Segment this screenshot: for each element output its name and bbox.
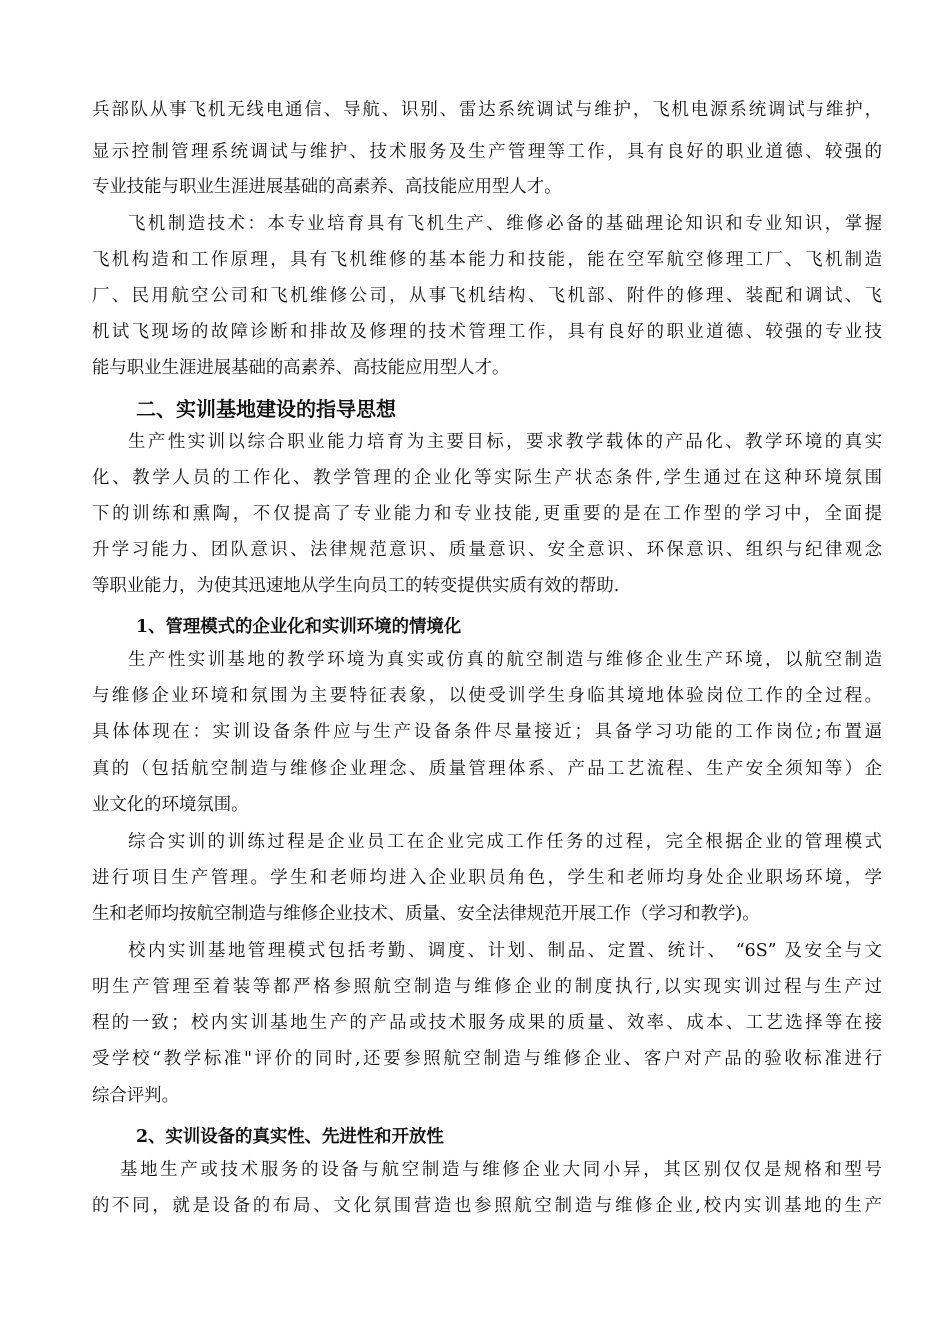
paragraph-line: 明生产管理至着装等都严格参照航空制造与维修企业的制度执行,以实现实训过程与生产过 bbox=[92, 977, 882, 997]
subsection-heading: 1、管理模式的企业化和实训环境的情境化 bbox=[136, 617, 462, 637]
subsection-heading: 2、实训设备的真实性、先进性和开放性 bbox=[136, 1127, 444, 1147]
paragraph-line: 显示控制管理系统调试与维护、技术服务及生产管理等工作，具有良好的职业道德、较强的 bbox=[92, 142, 882, 162]
paragraph-line: 下的训练和熏陶，不仅提高了专业能力和专业技能,更重要的是在工作型的学习中，全面提 bbox=[92, 504, 882, 524]
paragraph-line: 与维修企业环境和氛围为主要特征表象，以使受训学生身临其境地体验岗位工作的全过程。 bbox=[92, 686, 882, 706]
paragraph-line: 兵部队从事飞机无线电通信、导航、识别、雷达系统调试与维护，飞机电源系统调试与维护， bbox=[92, 100, 882, 120]
paragraph-line: 化、教学人员的工作化、教学管理的企业化等实际生产状态条件,学生通过在这种环境氛围 bbox=[92, 468, 882, 488]
paragraph-line: 受学校“教学标准"评价的同时,还要参照航空制造与维修企业、客户对产品的验收标准进行 bbox=[92, 1049, 882, 1069]
paragraph-line: 真的（包括航空制造与维修企业理念、质量管理体系、产品工艺流程、生产安全须知等）企 bbox=[92, 759, 882, 779]
paragraph-line: 校内实训基地管理模式包括考勤、调度、计划、制品、定置、统计、 “6S” 及安全与文 bbox=[128, 941, 882, 961]
paragraph-line: 专业技能与职业生涯进展基础的高素养、高技能应用型人才。 bbox=[92, 177, 562, 197]
paragraph-line: 程的一致；校内实训基地生产的产品或技术服务成果的质量、效率、成本、工艺选择等在接 bbox=[92, 1013, 882, 1033]
paragraph-line: 生和老师均按航空制造与维修企业技术、质量、安全法律规范开展工作（学习和教学)。 bbox=[92, 904, 760, 924]
paragraph-line: 等职业能力，为使其迅速地从学生向员工的转变提供实质有效的帮助. bbox=[92, 576, 620, 596]
paragraph-line: 业文化的环境氛围。 bbox=[92, 795, 249, 815]
paragraph-line: 综合评判。 bbox=[92, 1086, 179, 1106]
paragraph-line: 升学习能力、团队意识、法律规范意识、质量意识、安全意识、环保意识、组织与纪律观念 bbox=[92, 540, 882, 560]
paragraph-line: 进行项目生产管理。学生和老师均进入企业职员角色，学生和老师均身处企业职场环境，学 bbox=[92, 868, 882, 888]
paragraph-line: 飞机制造技术：本专业培育具有飞机生产、维修必备的基础理论知识和专业知识，掌握 bbox=[128, 214, 882, 234]
paragraph-line: 基地生产或技术服务的设备与航空制造与维修企业大同小异，其区别仅仅是规格和型号 bbox=[120, 1160, 882, 1180]
paragraph-line: 机试飞现场的故障诊断和排故及修理的技术管理工作，具有良好的职业道德、较强的专业技 bbox=[92, 322, 882, 342]
paragraph-line: 的不同，就是设备的布局、文化氛围营造也参照航空制造与维修企业,校内实训基地的生产 bbox=[92, 1196, 882, 1216]
paragraph-line: 具体体现在：实训设备条件应与生产设备条件尽量接近；具备学习功能的工作岗位;布置逼 bbox=[92, 722, 882, 742]
paragraph-line: 生产性实训以综合职业能力培育为主要目标，要求教学载体的产品化、教学环境的真实 bbox=[128, 432, 882, 452]
paragraph-line: 飞机构造和工作原理，具有飞机维修的基本能力和技能，能在空军航空修理工厂、飞机制造 bbox=[92, 250, 882, 270]
paragraph-line: 生产性实训基地的教学环境为真实或仿真的航空制造与维修企业生产环境，以航空制造 bbox=[128, 650, 882, 670]
section-heading: 二、实训基地建设的指导思想 bbox=[136, 397, 396, 421]
paragraph-line: 厂、民用航空公司和飞机维修公司，从事飞机结构、飞机部、附件的修理、装配和调试、飞 bbox=[92, 286, 882, 306]
paragraph-line: 能与职业生涯进展基础的高素养、高技能应用型人才。 bbox=[92, 358, 510, 378]
paragraph-line: 综合实训的训练过程是企业员工在企业完成工作任务的过程，完全根据企业的管理模式 bbox=[128, 832, 882, 852]
